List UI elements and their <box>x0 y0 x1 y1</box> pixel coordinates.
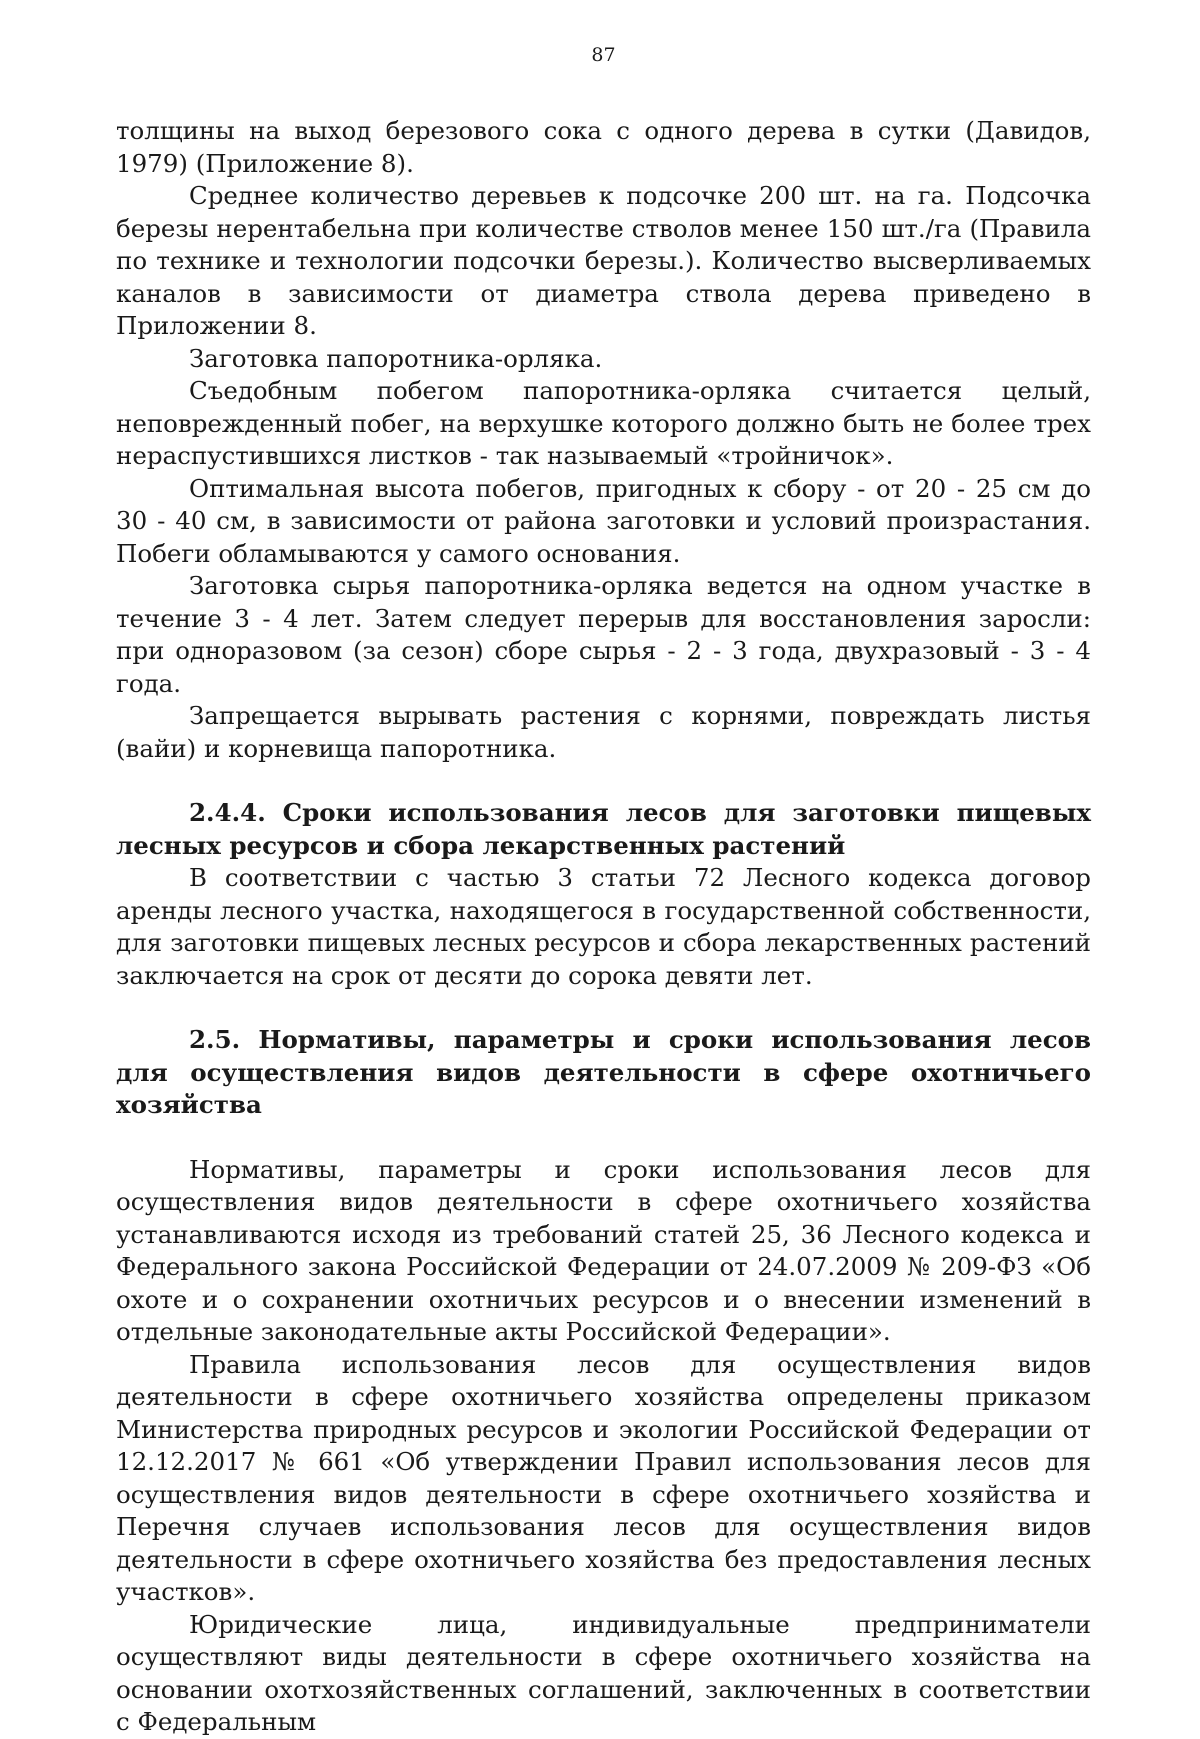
paragraph-birch-sap-continuation: толщины на выход березового сока с одного дерева в сутки (Давидов, 1979) (Приложение 8). <box>116 116 1091 178</box>
paragraph-lease-term: В соответствии с частью 3 статьи 72 Лесного кодекса договор аренды лесного участка, находящегося в государственной собственности, для заготовки пищевых лесных ресурсов и сбора лекарственных растений заключается на срок от десяти до сорока девяти лет. <box>116 863 1091 990</box>
paragraph-hunting-norms: Нормативы, параметры и сроки использования лесов для осуществления видов деятельности в сфере охотничьего хозяйства устанавливаются исходя из требований статей 25, 36 Лесного кодекса и Федерального закона Российской Федерации от 24.07.2009 № 209-ФЗ «Об охоте и о сохранении охотничьих ресурсов и о внесении изменений в отдельные законодательные акты Российской Федерации». <box>116 1154 1091 1346</box>
section-heading-2-5: 2.5. Нормативы, параметры и сроки использования лесов для осуществления видов деятельности в сфере охотничьего хозяйства <box>116 1025 1091 1119</box>
section-heading-2-4-4: 2.4.4. Сроки использования лесов для заготовки пищевых лесных ресурсов и сбора лекарственных растений <box>116 798 1091 860</box>
paragraph-shoot-height: Оптимальная высота побегов, пригодных к сбору - от 20 - 25 см до 30 - 40 см, в зависимости от района заготовки и условий произрастания. Побеги обламываются у самого основания. <box>116 473 1091 568</box>
paragraph-trees-count: Среднее количество деревьев к подсочке 200 шт. на га. Подсочка березы нерентабельна при количестве стволов менее 150 шт./га (Правила по технике и технологии подсочки березы.). Количество высверливаемых каналов в зависимости от диаметра ствола дерева приведено в Приложении 8. <box>116 181 1091 340</box>
paragraph-harvesting-period: Заготовка сырья папоротника-орляка ведется на одном участке в течение 3 - 4 лет. Затем следует перерыв для восстановления заросли: при одноразовом (за сезон) сборе сырья - 2 - 3 года, двухразовый - 3 - 4 года. <box>116 571 1091 698</box>
paragraph-legal-entities: Юридические лица, индивидуальные предприниматели осуществляют виды деятельности в сфере охотничьего хозяйства на основании охотхозяйственных соглашений, заключенных в соответствии с Федеральным <box>116 1609 1091 1736</box>
paragraph-hunting-rules: Правила использования лесов для осуществления видов деятельности в сфере охотничьего хозяйства определены приказом Министерства природных ресурсов и экологии Российской Федерации от 12.12.2017 № 661 «Об утверждении Правил использования лесов для осуществления видов деятельности в сфере охотничьего хозяйства и Перечня случаев использования лесов для осуществления видов деятельности в сфере охотничьего хозяйства без предоставления лесных участков». <box>116 1349 1091 1606</box>
document-body <box>116 115 1091 1739</box>
paragraph-edible-shoot: Съедобным побегом папоротника-орляка считается целый, неповрежденный побег, на верхушке которого должно быть не более трех нераспустившихся листков - так называемый «тройничок». <box>116 376 1091 470</box>
paragraph-fern-harvesting-title: Заготовка папоротника-орляка. <box>189 343 603 373</box>
paragraph-prohibition: Запрещается вырывать растения с корнями, повреждать листья (вайи) и корневища папоротника. <box>116 701 1091 763</box>
page-number: 87 <box>591 44 616 66</box>
